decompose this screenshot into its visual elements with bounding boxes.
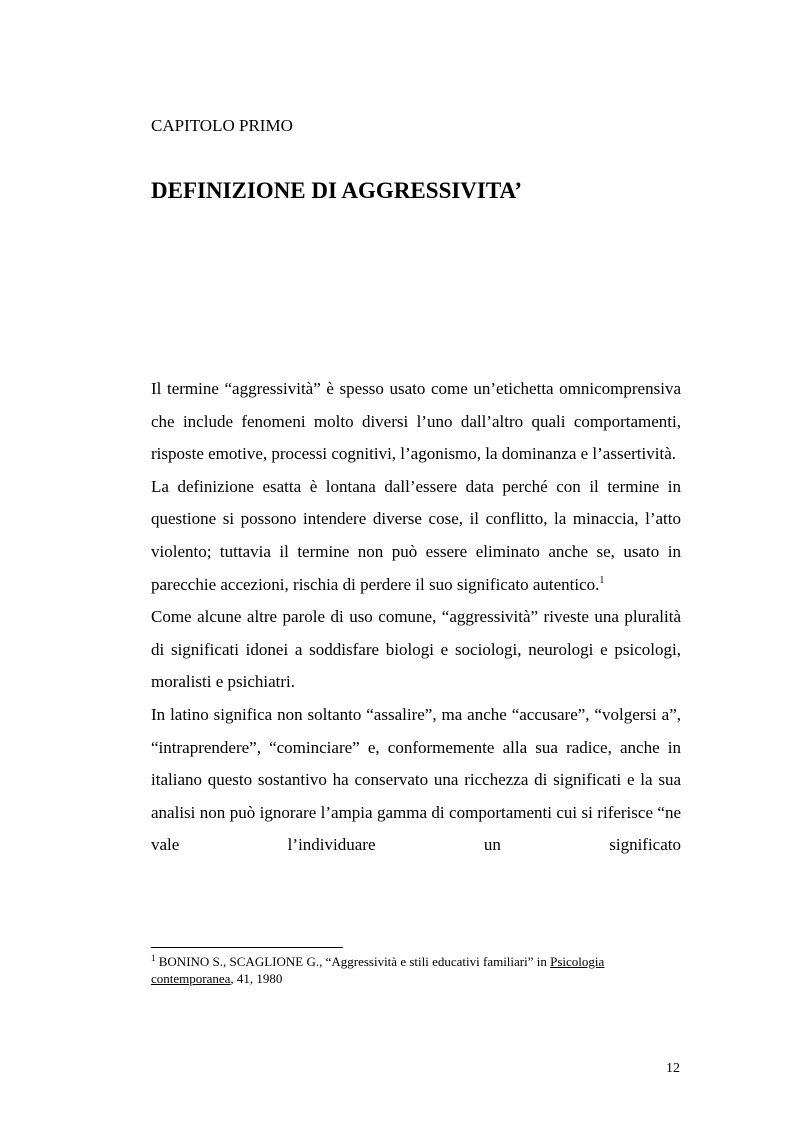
chapter-title: DEFINIZIONE DI AGGRESSIVITA’	[151, 178, 523, 203]
footnote-number: 1	[151, 953, 156, 963]
paragraph-1: Il termine “aggressività” è spesso usato come un’etichetta omnicomprensiva che include fenomeni molto diversi l’uno dall’altro quali comportamenti, risposte emotive, processi cognitivi, l’agonismo, la dominanza e l’assertività.	[151, 379, 681, 464]
paragraph-2-text: La definizione esatta è lontana dall’essere data perché con il termine in questione si possono intendere diverse cose, il conflitto, la minaccia, l’atto violento; tuttavia il termine non può essere eliminato anche se, usato in parecchie accezioni, rischia di perdere il suo significato autentico.	[151, 476, 681, 594]
footnote	[151, 953, 681, 987]
footnote-journal-title: Psicologia contemporanea	[151, 954, 605, 986]
footnote-separator	[151, 947, 343, 948]
paragraph-4: In latino significa non soltanto “assalire”, ma anche “accusare”, “volgersi a”, “intraprendere”, “cominciare” e, conformemente alla sua radice, anche in italiano questo sostantivo ha conservato una ricchezza di significati e la sua analisi non può ignorare l’ampia gamma di comportamenti cui si riferisce “ne vale l’individuare un significato	[151, 704, 681, 855]
page-number: 12	[666, 1061, 680, 1076]
paragraph-3: Come alcune altre parole di uso comune, “aggressività” riveste una pluralità di significati idonei a soddisfare biologi e sociologi, neurologi e psicologi, moralisti e psichiatri.	[151, 607, 681, 692]
footnote-reference: 1	[599, 574, 605, 586]
chapter-label: CAPITOLO PRIMO	[151, 116, 293, 135]
paragraph-2	[151, 471, 681, 601]
footnote-text: BONINO S., SCAGLIONE G., “Aggressività e stili educativi familiari” in	[155, 954, 551, 969]
footnote-tail: , 41, 1980	[230, 971, 283, 986]
body-text	[151, 373, 681, 862]
